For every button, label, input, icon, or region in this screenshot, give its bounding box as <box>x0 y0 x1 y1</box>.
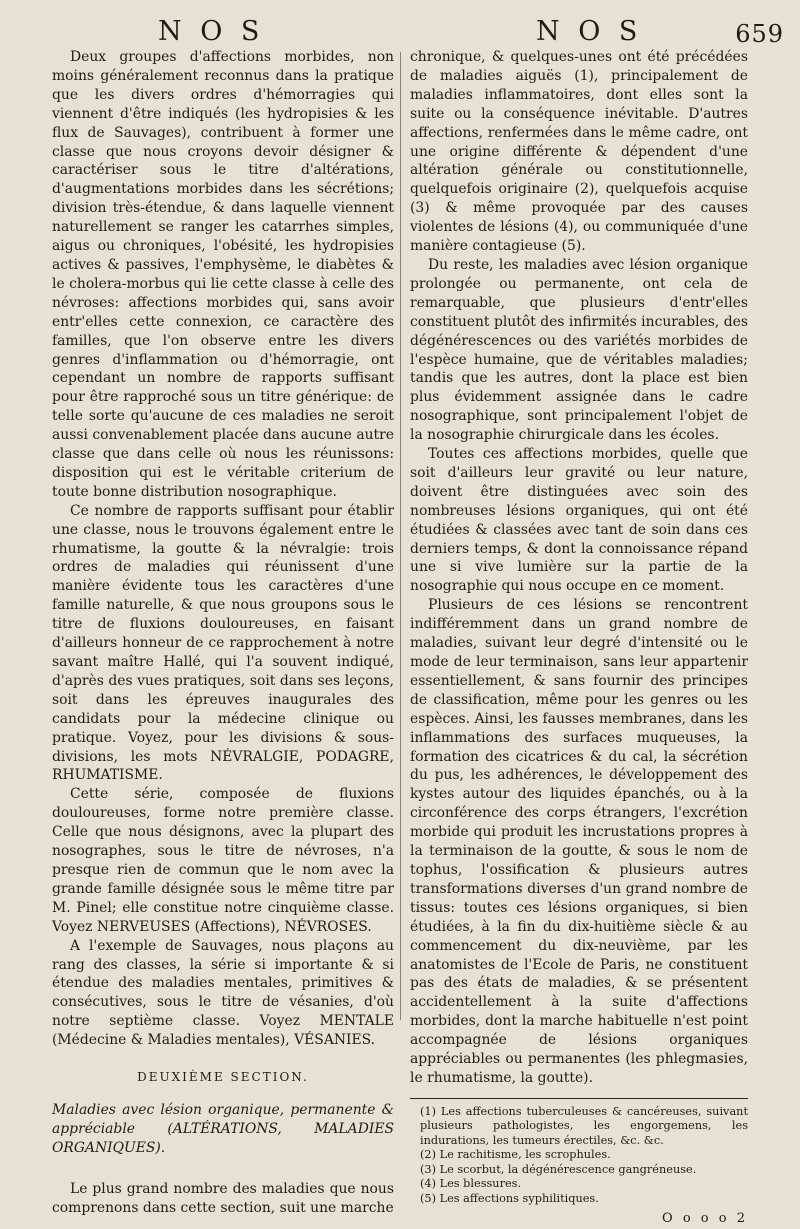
paragraph: chronique, & quelques-unes ont été précédées de maladies aiguës (1), principalement de maladies inflammatoires, dont elles sont la suite ou la conséquence inévitable. D'autres affections, renfermées dans le même cadre, ont une origine différente & dépendent d'une altération générale ou constitutionnelle, quelquefois originaire (2), quelquefois acquise (3) & même provoquée par des causes violentes de lésions (4), ou communiquée d'une manière contagieuse (5). <box>410 49 748 255</box>
footnote: (1) Les affections tuberculeuses & cancéreuses, suivant plusieurs pathologistes, les engorgemens, les indurations, les tumeurs érectiles, &c. &c. <box>420 1104 748 1147</box>
paragraph: Le plus grand nombre des maladies que nous comprenons dans cette section, suit une marche <box>52 1180 394 1216</box>
column-divider <box>400 52 401 1020</box>
footnote-rule <box>410 1098 748 1099</box>
signature-mark: O o o o 2 <box>662 1211 748 1227</box>
footnote: (4) Les blessures. <box>420 1177 522 1191</box>
paragraph: Du reste, les maladies avec lésion organique prolongée ou permanente, ont cela de remarquable, que plusieurs d'entr'elles constituent plutôt des infirmités incurables, des dégénérescences ou des variétés morbides de l'espèce humaine, que de véritables maladies; tandis que les autres, dont la place est bien plus évidemment assignée dans le cadre nosographique, sont principalement l'objet de la nosographie chirurgicale dans les écoles. <box>410 256 748 444</box>
running-head-right: N O S <box>536 16 643 47</box>
footnote: (3) Le scorbut, la dégénérescence gangréneuse. <box>420 1162 697 1176</box>
paragraph: Ce nombre de rapports suffisant pour établir une classe, nous le trouvons également entre le rhumatisme, la goutte & la névralgie: trois ordres de maladies qui réunissent d'une manière évidente tous les caractères d'une famille naturelle, & que nous groupons sous le titre de fluxions douloureuses, en faisant d'ailleurs honneur de ce rapprochement à notre savant maître Hallé, qui l'a souvent indiqué, d'après des vues pratiques, soit dans ses leçons, soit dans les épreuves inaugurales des candidats pour la médecine clinique ou pratique. Voyez, pour les divisions & sous-divisions, les mots NÉVRALGIE, PODAGRE, RHUMATISME. <box>52 502 394 784</box>
left-column <box>52 48 394 1218</box>
footnote: (2) Le rachitisme, les scrophules. <box>420 1148 611 1162</box>
page-number: 659 <box>735 20 784 48</box>
section-subtitle: Maladies avec lésion organique, permanente & appréciable (ALTÉRATIONS, MALADIES ORGANIQUES). <box>52 1101 394 1156</box>
paragraph: Toutes ces affections morbides, quelle que soit d'ailleurs leur gravité ou leur nature, doivent être distinguées avec soin des nombreuses lésions organiques, qui ont été étudiées & classées avec tant de soin dans ces derniers temps, & dont la connoissance répand une si vive lumière sur la partie de la nosographie qui nous occupe en ce moment. <box>410 446 748 595</box>
paragraph: Cette série, composée de fluxions douloureuses, forme notre première classe. Celle que nous désignons, avec la plupart des nosographes, sous le titre de névroses, n'a presque rien de commun que le nom avec la grande famille désignée sous le même titre par M. Pinel; elle constitue notre cinquième classe. Voyez NERVEUSES (Affections), NÉVROSES. <box>52 786 394 935</box>
paragraph: A l'exemple de Sauvages, nous plaçons au rang des classes, la série si importante & si étendue des maladies mentales, primitives & consécutives, sous le titre de vésanies, d'où notre septième classe. Voyez MENTALE (Médecine & Maladies mentales), VÉSANIES. <box>52 937 394 1049</box>
right-column <box>410 48 748 1229</box>
paragraph: Plusieurs de ces lésions se rencontrent indifféremment dans un grand nombre de maladies, suivant leur degré d'intensité ou le mode de leur terminaison, sans leur appartenir essentiellement, & sans fournir des principes de classification, même pour les genres ou les espèces. Ainsi, les fausses membranes, dans les inflammations des surfaces muqueuses, la formation des cicatrices & du cal, la sécrétion du pus, les adhérences, le développement des kystes autour des liquides épanchés, ou à la circonférence des corps étrangers, l'excrétion morbide qui produit les incrustations propres à la terminaison de la goutte, & sous le nom de tophus, l'ossification & plusieurs autres transformations diverses d'un grand nombre de tissus: toutes ces lésions organiques, si bien étudiées, à la fin du dix-huitième siècle & au commencement du dix-neuvième, par les anatomistes de l'Ecole de Paris, ne constituent pas des états de maladies, & se présentent accidentellement à la suite d'affections morbides, dont la marche habituelle n'est point accompagnée de lésions organiques appréciables ou permanentes (les phlegmasies, le rhumatisme, la goutte). <box>410 597 748 1086</box>
footnote: (5) Les affections syphilitiques. <box>420 1191 599 1205</box>
section-heading: DEUXIÈME SECTION. <box>137 1070 309 1085</box>
paragraph: Deux groupes d'affections morbides, non moins généralement reconnus dans la pratique que les divers ordres d'hémorragies qui viennent d'être indiqués (les hydropisies & les flux de Sauvages), contribuent à former une classe que nous croyons devoir désigner & caractériser sous le titre d'altérations, d'augmentations morbides dans les sécrétions; division très-étendue, & dans laquelle viennent naturellement se ranger les catarrhes simples, aigus ou chroniques, l'obésité, les hydropisies actives & passives, l'emphysème, le diabètes & le cholera-morbus qui lie cette classe à celle des névroses: affections morbides qui, sans avoir entr'elles cette connexion, ce caractère des familles, que l'on observe entre les divers genres d'inflammation ou d'hémorragie, ont cependant un nombre de rapports suffisant pour être rapproché sous un titre générique: de telle sorte qu'aucune de ces maladies ne seroit aussi convenablement placée dans aucune autre classe que dans celle où nous les réunissons: disposition qui est le véritable criterium de toute bonne distribution nosographique. <box>52 49 394 500</box>
running-head-left: N O S <box>158 16 265 47</box>
